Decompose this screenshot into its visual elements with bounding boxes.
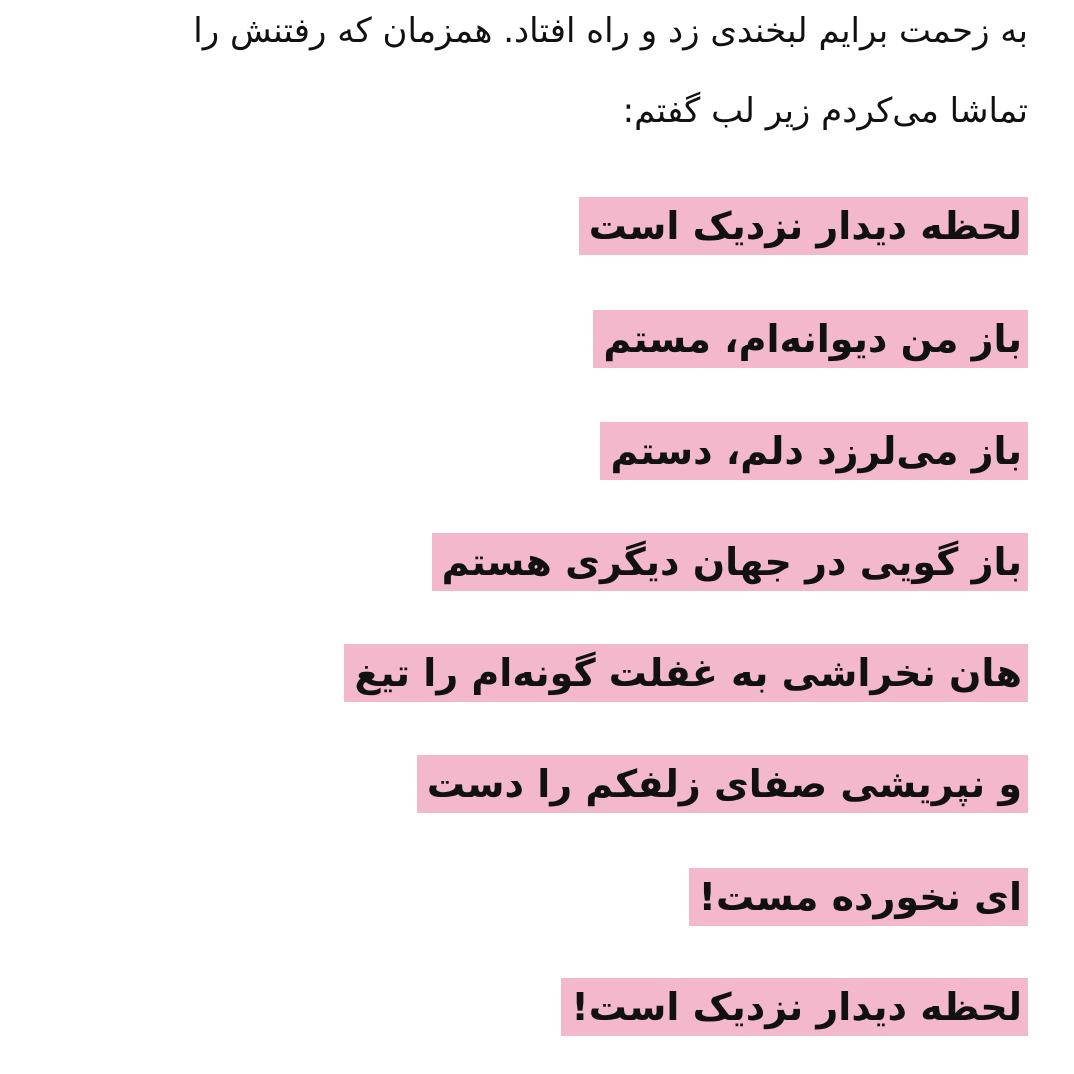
highlighted-verse-5: هان نخراشی به غفلت گونه‌ام را تیغ (344, 644, 1028, 702)
paragraph-line-1: به زحمت برایم لبخندی زد و راه افتاد. همزمان که رفتنش را (193, 11, 1028, 51)
highlighted-verse-4: باز گویی در جهان دیگری هستم (432, 533, 1028, 591)
highlighted-verse-7: ای نخورده مست! (689, 868, 1028, 926)
highlighted-verse-1: لحظه دیدار نزدیک است (579, 197, 1028, 255)
highlighted-verse-8: لحظه دیدار نزدیک است! (561, 978, 1028, 1036)
paragraph-line-2: تماشا می‌کردم زیر لب گفتم: (622, 91, 1028, 131)
highlighted-verse-6: و نپریشی صفای زلفکم را دست (417, 755, 1028, 813)
highlighted-verse-3: باز می‌لرزد دلم، دستم (600, 422, 1028, 480)
highlighted-verse-2: باز من دیوانه‌ام، مستم (593, 310, 1028, 368)
